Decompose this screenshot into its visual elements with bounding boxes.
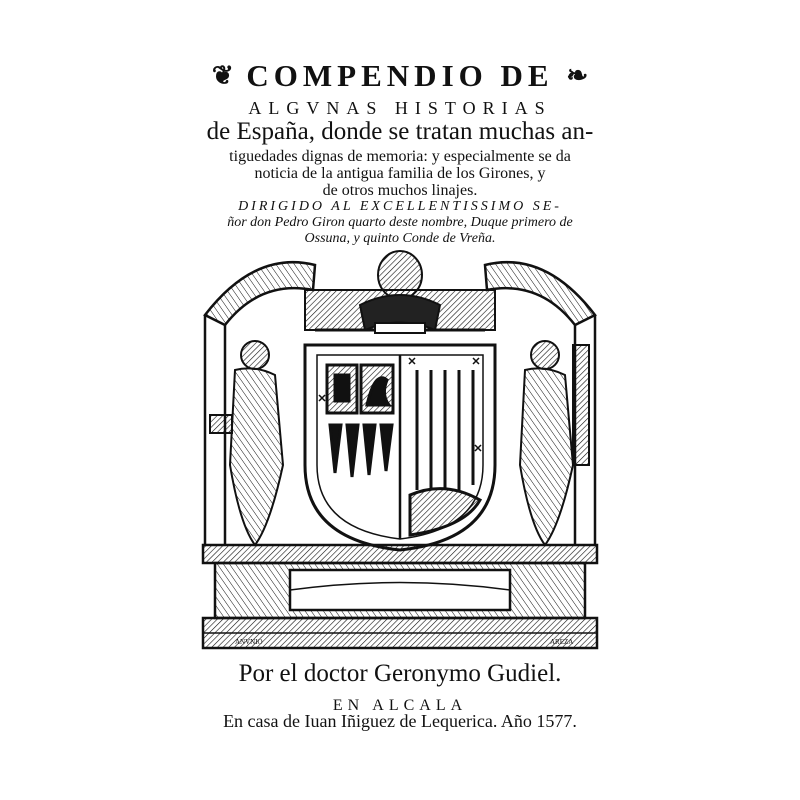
left-allegorical-figure <box>210 341 283 545</box>
body-line-2: noticia de la antigua familia de los Girones, y <box>254 165 546 182</box>
dedication-line-2: ñor don Pedro Giron quarto deste nombre, Duque primero de <box>227 215 573 230</box>
main-title-text: COMPENDIO DE <box>246 58 554 93</box>
imprint-city: EN ALCALA <box>332 697 468 714</box>
title-line-2: ALGVNAS HISTORIAS <box>248 98 552 118</box>
title-line-3: de España, donde se tratan muchas an- <box>206 118 594 145</box>
woodcut-signature-right: AREZA <box>550 638 574 646</box>
author-line: Por el doctor Geronymo Gudiel. <box>238 660 562 687</box>
shield <box>305 345 495 550</box>
fleuron-right-icon: ❧ <box>566 61 589 90</box>
dedication-line-1: DIRIGIDO AL EXCELLENTISSIMO SE- <box>238 199 562 214</box>
body-line-1: tiguedades dignas de memoria: y especialmente se da <box>229 148 571 165</box>
imprint-printer: En casa de Iuan Iñiguez de Lequerica. Año 1577. <box>223 711 577 731</box>
dedication-line-3: Ossuna, y quinto Conde de Vreña. <box>304 231 496 246</box>
body-line-3: de otros muchos linajes. <box>322 182 478 199</box>
pedestal <box>203 545 597 648</box>
main-title <box>0 58 800 94</box>
fleuron-left-icon: ❦ <box>211 61 234 90</box>
woodcut-signature-left: ANVNIO <box>235 638 263 646</box>
coat-of-arms-woodcut <box>195 245 605 655</box>
right-allegorical-figure <box>520 341 589 545</box>
